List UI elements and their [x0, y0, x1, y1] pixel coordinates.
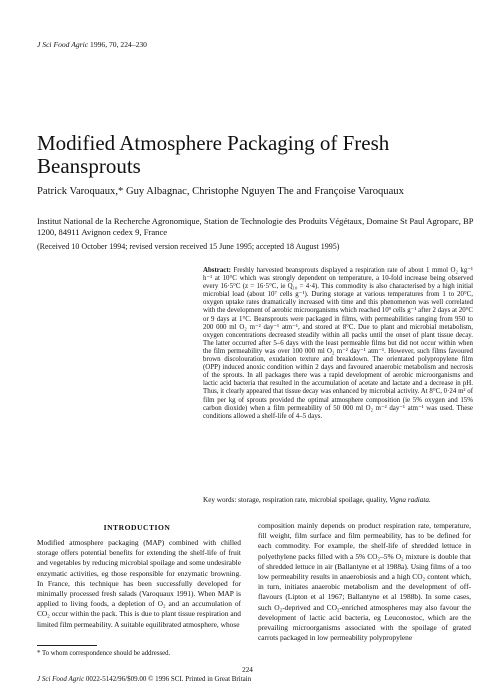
- keywords-text: storage, respiration rate, microbial spoilage, quality,: [238, 496, 388, 504]
- journal-name: J Sci Food Agric: [37, 40, 89, 49]
- keywords-species: Vigna radiata.: [389, 496, 431, 504]
- introduction-left-column: Modified atmosphere packaging (MAP) combined with chilled storage offers potential benefits for extending the shelf-life of fruit and vegetables by reducing microbial spoilage and some undesirable enzymatic activities, eg those responsible for enzymatic browning. In France, this technique has been successfully developed for minimally processed fresh salads (Varoquaux 1991). When MAP is applied to living foods, a depletion of O₂ and an accumulation of CO₂ occur within the pack. This is due to plant tissue respiration and limited film permeability. A suitable equilibrated atmosphere, whose: [37, 538, 241, 629]
- footnote-divider: [37, 645, 97, 646]
- section-heading-introduction: INTRODUCTION: [103, 523, 171, 532]
- keywords: [203, 496, 473, 505]
- abstract-label: Abstract:: [203, 267, 231, 274]
- introduction-right-column: composition mainly depends on product respiration rate, temperature, fill weight, film surface and film permeability, has to be defined for each commodity. For example, the shelf-life of shredded lettuce in polyethylene packs filled with a 5% CO₂–5% O₂ mixture is double that of shredded lettuce in air (Ballantyne et al 1988a). Using films of a too low permeability results in anaerobiosis and a high CO₂ content which, in turn, initiates anaerobic metabolism and the development of off-flavours (Lipton et al 1967; Ballantyne et al 1988b). In some cases, such O₂-deprived and CO₂-enriched atmospheres may also favour the development of lactic acid bacteria, eg Leuconostoc, which are the prevailing microorganisms associated with the spoilage of grated carrots packaged in low permeability polypropylene: [258, 521, 471, 643]
- journal-details: 1996, 70, 224–230: [90, 40, 147, 49]
- page-footer: [37, 675, 477, 683]
- footnote: * To whom correspondence should be addressed.: [37, 650, 171, 657]
- article-title: Modified Atmosphere Packaging of Fresh Beansprouts: [37, 131, 390, 178]
- received-dates: (Received 10 October 1994; revised version received 15 June 1995; accepted 18 August 1995): [37, 242, 340, 251]
- abstract-text: Freshly harvested beansprouts displayed a respiration rate of about 1 mmol O₂ kg⁻¹ h⁻¹ at 10°C which was strongly dependent on temperature, a 10-fold increase being observed every 16·5°C (z = 16·5°C, ie Q₁₀ = 4·4). This commodity is also characterised by a high initial microbial load (about 10⁷ cells g⁻¹). During storage at various temperatures from 1 to 20°C, oxygen uptake rates dramatically increased with time and this phenomenon was well correlated with the development of aerobic microorganisms which reached 10⁹ cells g⁻¹ after 2 days at 20°C or 9 days at 1°C. Beansprouts were packaged in films, with permeabilities ranging from 950 to 200 000 ml O₂ m⁻² day⁻¹ atm⁻¹, and stored at 8°C. Due to plant and microbial metabolism, oxygen concentrations decreased steadily within all packs until the onset of plant tissue decay. The latter occurred after 5–6 days with the least permeable films but did not occur within when the film permeability was over 100 000 ml O₂ m⁻² day⁻¹ atm⁻¹. However, such films favoured brown discolouration, exudation texture and breakdown. The orientated polypropylene film (OPP) induced anoxic condition within 2 days and favoured anaerobic metabolism and necrosis of the sprouts. In all packages there was a rapid development of aerobic microorganisms and lactic acid bacteria that resulted in the accumulation of acetate and lactate and a decrease in pH. Thus, it clearly appeared that tissue decay was enhanced by microbial activity. At 8°C, 0·24 m² of film per kg of sprouts provided the optimal atmosphere composition (ie 5% oxygen and 15% carbon dioxide) when a film permeability of 50 000 ml O₂ m⁻² day⁻¹ atm⁻¹ was used. These conditions allowed a shelf-life of 4–5 days.: [203, 267, 473, 420]
- footer-details: 0022-5142/96/$09.00 © 1996 SCI. Printed in Great Britain: [85, 675, 252, 683]
- keywords-label: Key words:: [203, 496, 237, 504]
- page-number: 224: [242, 666, 253, 674]
- affiliation: Institut National de la Recherche Agronomique, Station de Technologie des Produits Végétaux, Domaine St Paul Agroparc, BP 1200, 84911 Avignon cedex 9, France: [37, 216, 474, 238]
- abstract: [203, 267, 473, 421]
- journal-reference: [37, 40, 147, 49]
- author-list: Patrick Varoquaux,* Guy Albagnac, Christophe Nguyen The and Françoise Varoquaux: [37, 186, 404, 197]
- footer-journal: J Sci Food Agric: [37, 675, 85, 683]
